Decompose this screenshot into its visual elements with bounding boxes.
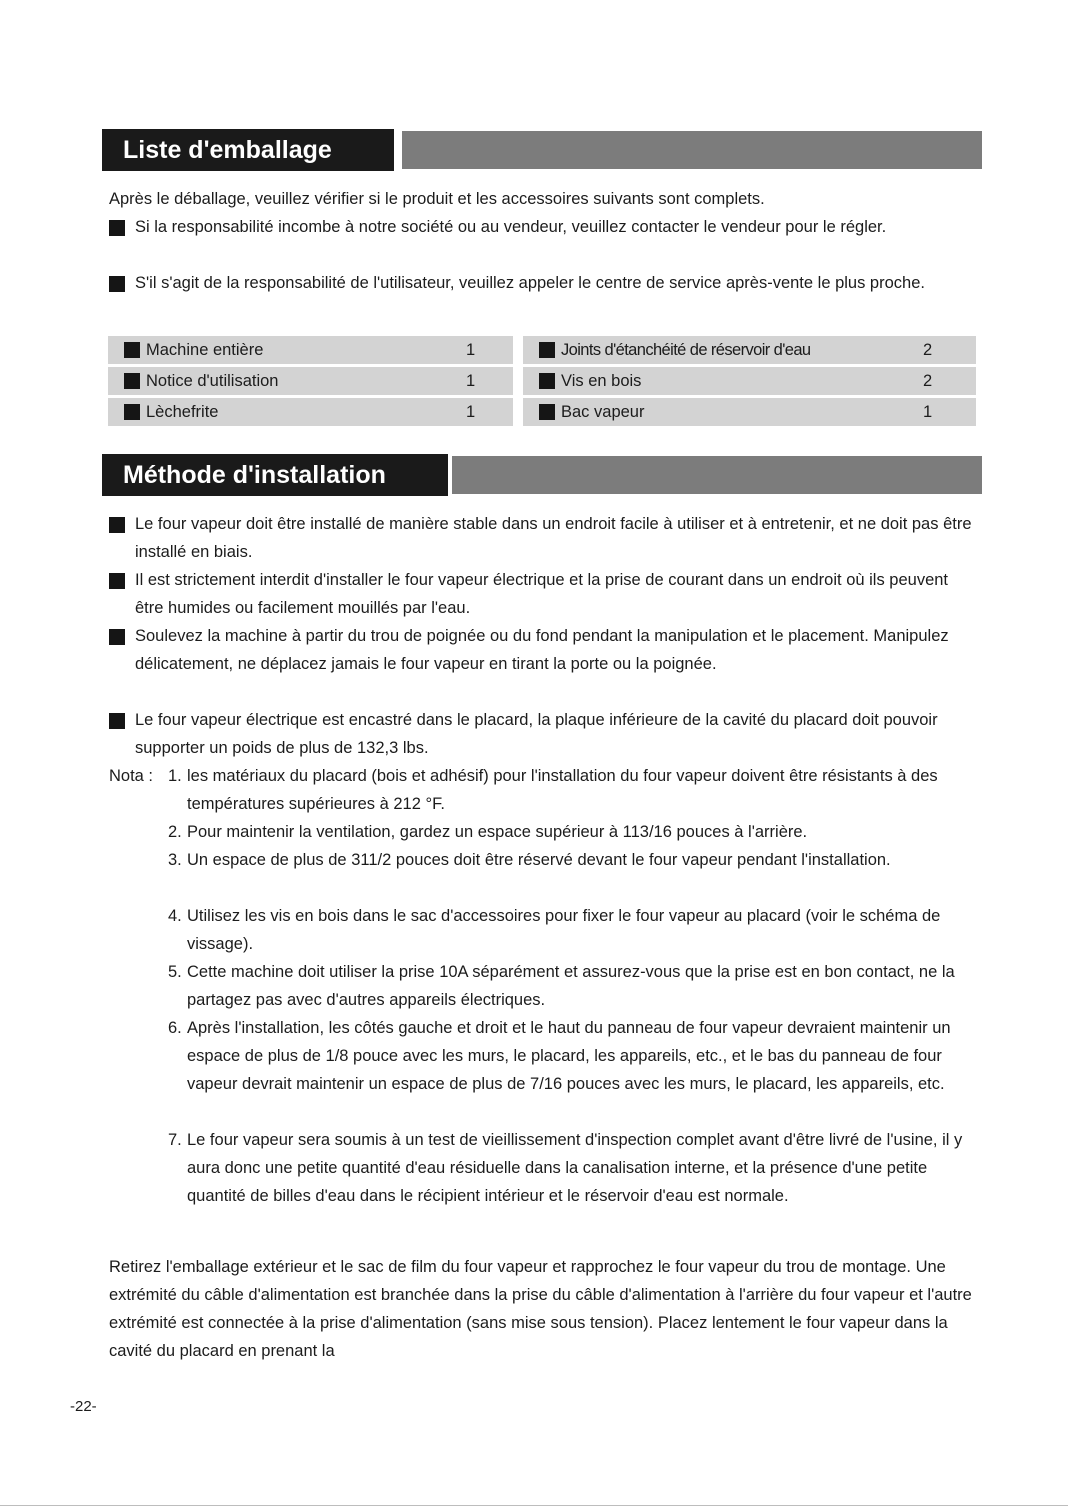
installation-title: Méthode d'installation <box>102 454 448 496</box>
note-label: Nota : <box>109 767 154 785</box>
packing-list-header <box>102 129 982 171</box>
closing-paragraph: Retirez l'emballage extérieur et le sac de film du four vapeur et rapprochez le four vapeur du trou de montage. Une extrémité du câble d'alimentation est branchée dans la prise du câble d'alimentation à l'arrière du four vapeur et l'autre extrémité est connectée à la prise d'alimentation (sans mise sous tension). Placez lentement le four vapeur dans la cavité du placard en prenant la <box>109 1258 972 1360</box>
bullet-square-icon <box>124 373 140 389</box>
note-item <box>168 762 983 818</box>
item-name: Joints d'étanchéité de réservoir d'eau <box>561 341 811 359</box>
note-item <box>168 846 983 902</box>
packing-table-left <box>108 336 513 426</box>
note-item <box>168 1014 983 1126</box>
item-quantity: 2 <box>923 341 933 359</box>
bullet-square-icon <box>539 342 555 358</box>
item-name: Machine entière <box>146 341 264 359</box>
item-name: Bac vapeur <box>561 403 645 421</box>
note-item <box>168 958 983 1014</box>
item-name: Notice d'utilisation <box>146 372 279 390</box>
bullet-text: Le four vapeur électrique est encastré dans le placard, la plaque inférieure de la cavité du placard doit pouvoir supporter un poids de plus de 132,3 lbs. <box>135 711 938 757</box>
note-number: 7. <box>168 1131 182 1149</box>
installation-bullet <box>109 706 981 762</box>
bullet-square-icon <box>109 713 125 729</box>
note-number: 3. <box>168 851 182 869</box>
header-bar <box>452 456 982 494</box>
table-row <box>523 398 976 426</box>
note-number: 2. <box>168 823 182 841</box>
note-number: 4. <box>168 907 182 925</box>
packing-bullet <box>109 269 981 325</box>
installation-bullet <box>109 566 981 622</box>
bullet-square-icon <box>539 373 555 389</box>
bullet-text: S'il s'agit de la responsabilité de l'utilisateur, veuillez appeler le centre de service après-vente le plus proche. <box>135 274 925 292</box>
bullet-text: Soulevez la machine à partir du trou de poignée ou du fond pendant la manipulation et le placement. Manipulez délicatement, ne déplacez jamais le four vapeur en tirant la porte ou la poignée. <box>135 627 949 673</box>
packing-table-right <box>523 336 976 426</box>
page-number: -22- <box>70 1398 97 1415</box>
table-row <box>523 336 976 364</box>
note-text: Le four vapeur sera soumis à un test de vieillissement d'inspection complet avant d'être livré de l'usine, il y aura donc une petite quantité d'eau résiduelle dans la canalisation interne, et la présence d'une petite quantité de billes d'eau dans le récipient intérieur et le réservoir d'eau est normale. <box>187 1131 963 1205</box>
note-item <box>168 818 983 846</box>
item-quantity: 2 <box>923 372 933 390</box>
note-text: Après l'installation, les côtés gauche et droit et le haut du panneau de four vapeur devraient maintenir un espace de plus de 1/8 pouce avec les murs, le placard, les appareils, etc., et le bas du panneau de four vapeur devrait maintenir un espace de plus de 7/16 pouces avec les murs, le placard, les appareils, etc. <box>187 1019 951 1093</box>
packing-bullet <box>109 213 981 269</box>
bullet-text: Si la responsabilité incombe à notre société ou au vendeur, veuillez contacter le vendeur pour le régler. <box>135 218 887 236</box>
item-quantity: 1 <box>466 403 476 421</box>
item-quantity: 1 <box>466 341 476 359</box>
bullet-square-icon <box>124 342 140 358</box>
item-name: Vis en bois <box>561 372 642 390</box>
bullet-square-icon <box>109 517 125 533</box>
note-number: 6. <box>168 1019 182 1037</box>
bottom-rule <box>0 1505 1068 1506</box>
bullet-square-icon <box>109 629 125 645</box>
note-item <box>168 1126 983 1238</box>
bullet-square-icon <box>109 573 125 589</box>
note-number: 1. <box>168 767 182 785</box>
note-text: Cette machine doit utiliser la prise 10A séparément et assurez-vous que la prise est en bon contact, ne la partagez pas avec d'autres appareils électriques. <box>187 963 955 1009</box>
item-quantity: 1 <box>466 372 476 390</box>
packing-intro: Après le déballage, veuillez vérifier si le produit et les accessoires suivants sont complets. <box>109 190 765 208</box>
note-item <box>168 902 983 958</box>
bullet-square-icon <box>539 404 555 420</box>
bullet-square-icon <box>124 404 140 420</box>
table-row <box>108 367 513 395</box>
bullet-square-icon <box>109 276 125 292</box>
note-text: Pour maintenir la ventilation, gardez un espace supérieur à 113/16 pouces à l'arrière. <box>187 823 808 841</box>
installation-header <box>102 454 982 496</box>
packing-list-title: Liste d'emballage <box>102 129 394 171</box>
table-row <box>108 398 513 426</box>
installation-bullet <box>109 510 981 566</box>
item-quantity: 1 <box>923 403 933 421</box>
note-number: 5. <box>168 963 182 981</box>
note-text: Un espace de plus de 311/2 pouces doit être réservé devant le four vapeur pendant l'installation. <box>187 851 891 869</box>
item-name: Lèchefrite <box>146 403 219 421</box>
header-bar <box>402 131 982 169</box>
note-text: Utilisez les vis en bois dans le sac d'accessoires pour fixer le four vapeur au placard (voir le schéma de vissage). <box>187 907 941 953</box>
table-row <box>523 367 976 395</box>
installation-bullet <box>109 622 981 706</box>
bullet-text: Il est strictement interdit d'installer le four vapeur électrique et la prise de courant dans un endroit où ils peuvent être humides ou facilement mouillés par l'eau. <box>135 571 949 617</box>
table-row <box>108 336 513 364</box>
note-text: les matériaux du placard (bois et adhésif) pour l'installation du four vapeur doivent être résistants à des températures supérieures à 212 °F. <box>187 767 938 813</box>
bullet-square-icon <box>109 220 125 236</box>
bullet-text: Le four vapeur doit être installé de manière stable dans un endroit facile à utiliser et à entretenir, et ne doit pas être installé en biais. <box>135 515 972 561</box>
